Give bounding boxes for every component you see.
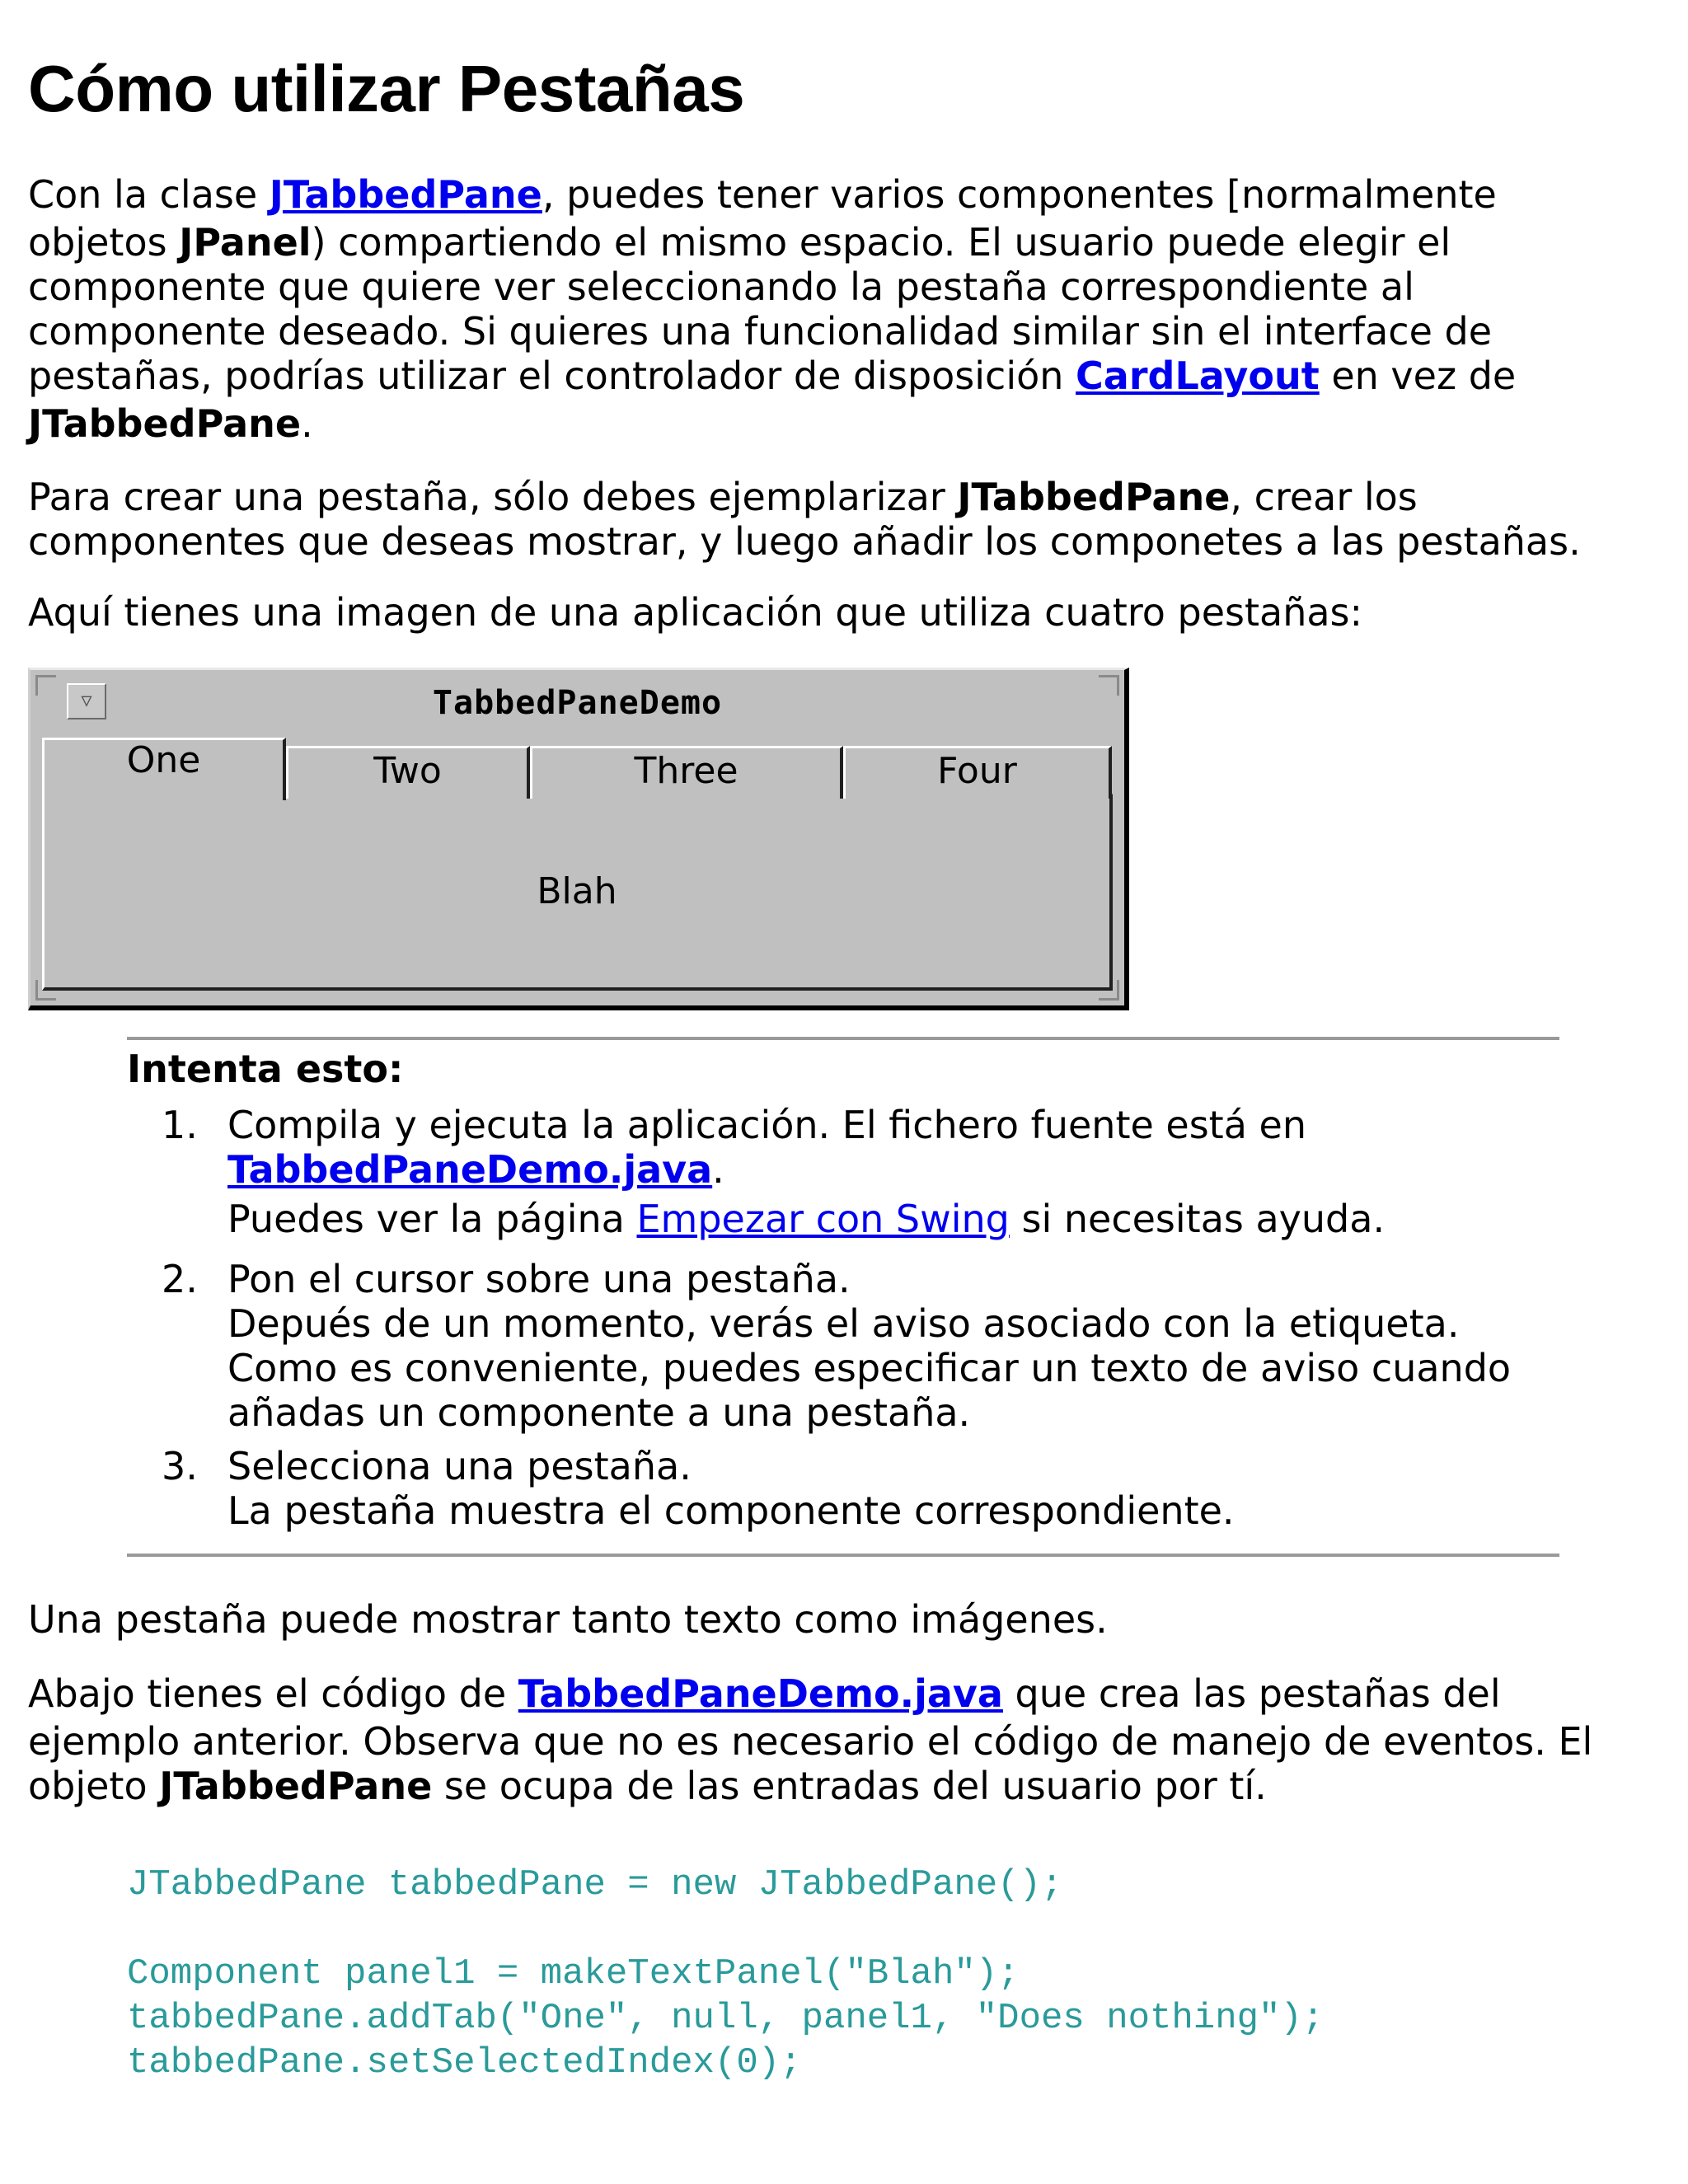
code-line bbox=[127, 1907, 1324, 1952]
try-this-bottom-divider bbox=[127, 1554, 1559, 1557]
code-line: JTabbedPane tabbedPane = new JTabbedPane(); bbox=[127, 1864, 1063, 1905]
image-intro: Aquí tienes una imagen de una aplicación que utiliza cuatro pestañas: bbox=[28, 590, 1363, 635]
intro-paragraph: Con la clase JTabbedPane, puedes tener varios componentes [normalmente objetos JPanel) compartiendo el mismo espacio. El usuario puede elegir el componente que quiere ver seleccionando la pestaña correspondiente al componente deseado. Si quieres una funcionalidad similar sin el interface de pestañas, podrías utilizar el controlador de disposición CardLayout en vez de JTabbedPane. bbox=[28, 172, 1517, 446]
text-images-paragraph: Una pestaña puede mostrar tanto texto como imágenes. bbox=[28, 1597, 1108, 1642]
try-this-heading: Intenta esto: bbox=[127, 1047, 404, 1091]
tabbedpanedemo-link[interactable]: TabbedPaneDemo.java bbox=[227, 1147, 713, 1192]
tabbedpane-demo-window bbox=[28, 668, 1129, 1010]
tab-one[interactable]: One bbox=[42, 738, 286, 800]
tab-four[interactable]: Four bbox=[843, 746, 1112, 799]
tab-two[interactable]: Two bbox=[286, 746, 530, 799]
tab-three[interactable]: Three bbox=[530, 746, 843, 799]
try-this-top-divider bbox=[127, 1037, 1559, 1040]
code-line: tabbedPane.setSelectedIndex(0); bbox=[127, 2042, 802, 2083]
page-title: Cómo utilizar Pestañas bbox=[28, 52, 745, 125]
code-line: Component panel1 = makeTextPanel("Blah"); bbox=[127, 1953, 1020, 1994]
window-menu-icon[interactable]: ▽ bbox=[67, 683, 106, 719]
tab-content-label: Blah bbox=[537, 870, 617, 912]
tab-content-panel bbox=[42, 794, 1113, 991]
jtabbedpane-link[interactable]: JTabbedPane bbox=[269, 172, 542, 217]
tabbedpanedemo-source-link[interactable]: TabbedPaneDemo.java bbox=[518, 1671, 1003, 1716]
code-block bbox=[127, 1863, 1324, 2085]
empezar-con-swing-link[interactable]: Empezar con Swing bbox=[636, 1197, 1010, 1241]
window-title: TabbedPaneDemo bbox=[432, 684, 723, 722]
code-intro-paragraph: Abajo tienes el código de TabbedPaneDemo.java que crea las pestañas del ejemplo anterior. Observa que no es necesario el código de manejo de eventos. El objeto JTabbedPane se ocupa de las entradas del usuario por tí. bbox=[28, 1671, 1593, 1808]
create-paragraph: Para crear una pestaña, sólo debes ejemplarizar JTabbedPane, crear los componentes que deseas mostrar, y luego añadir los componetes a las pestañas. bbox=[28, 475, 1581, 564]
cardlayout-link[interactable]: CardLayout bbox=[1076, 354, 1320, 398]
code-line: tabbedPane.addTab("One", null, panel1, "Does nothing"); bbox=[127, 1998, 1325, 2039]
